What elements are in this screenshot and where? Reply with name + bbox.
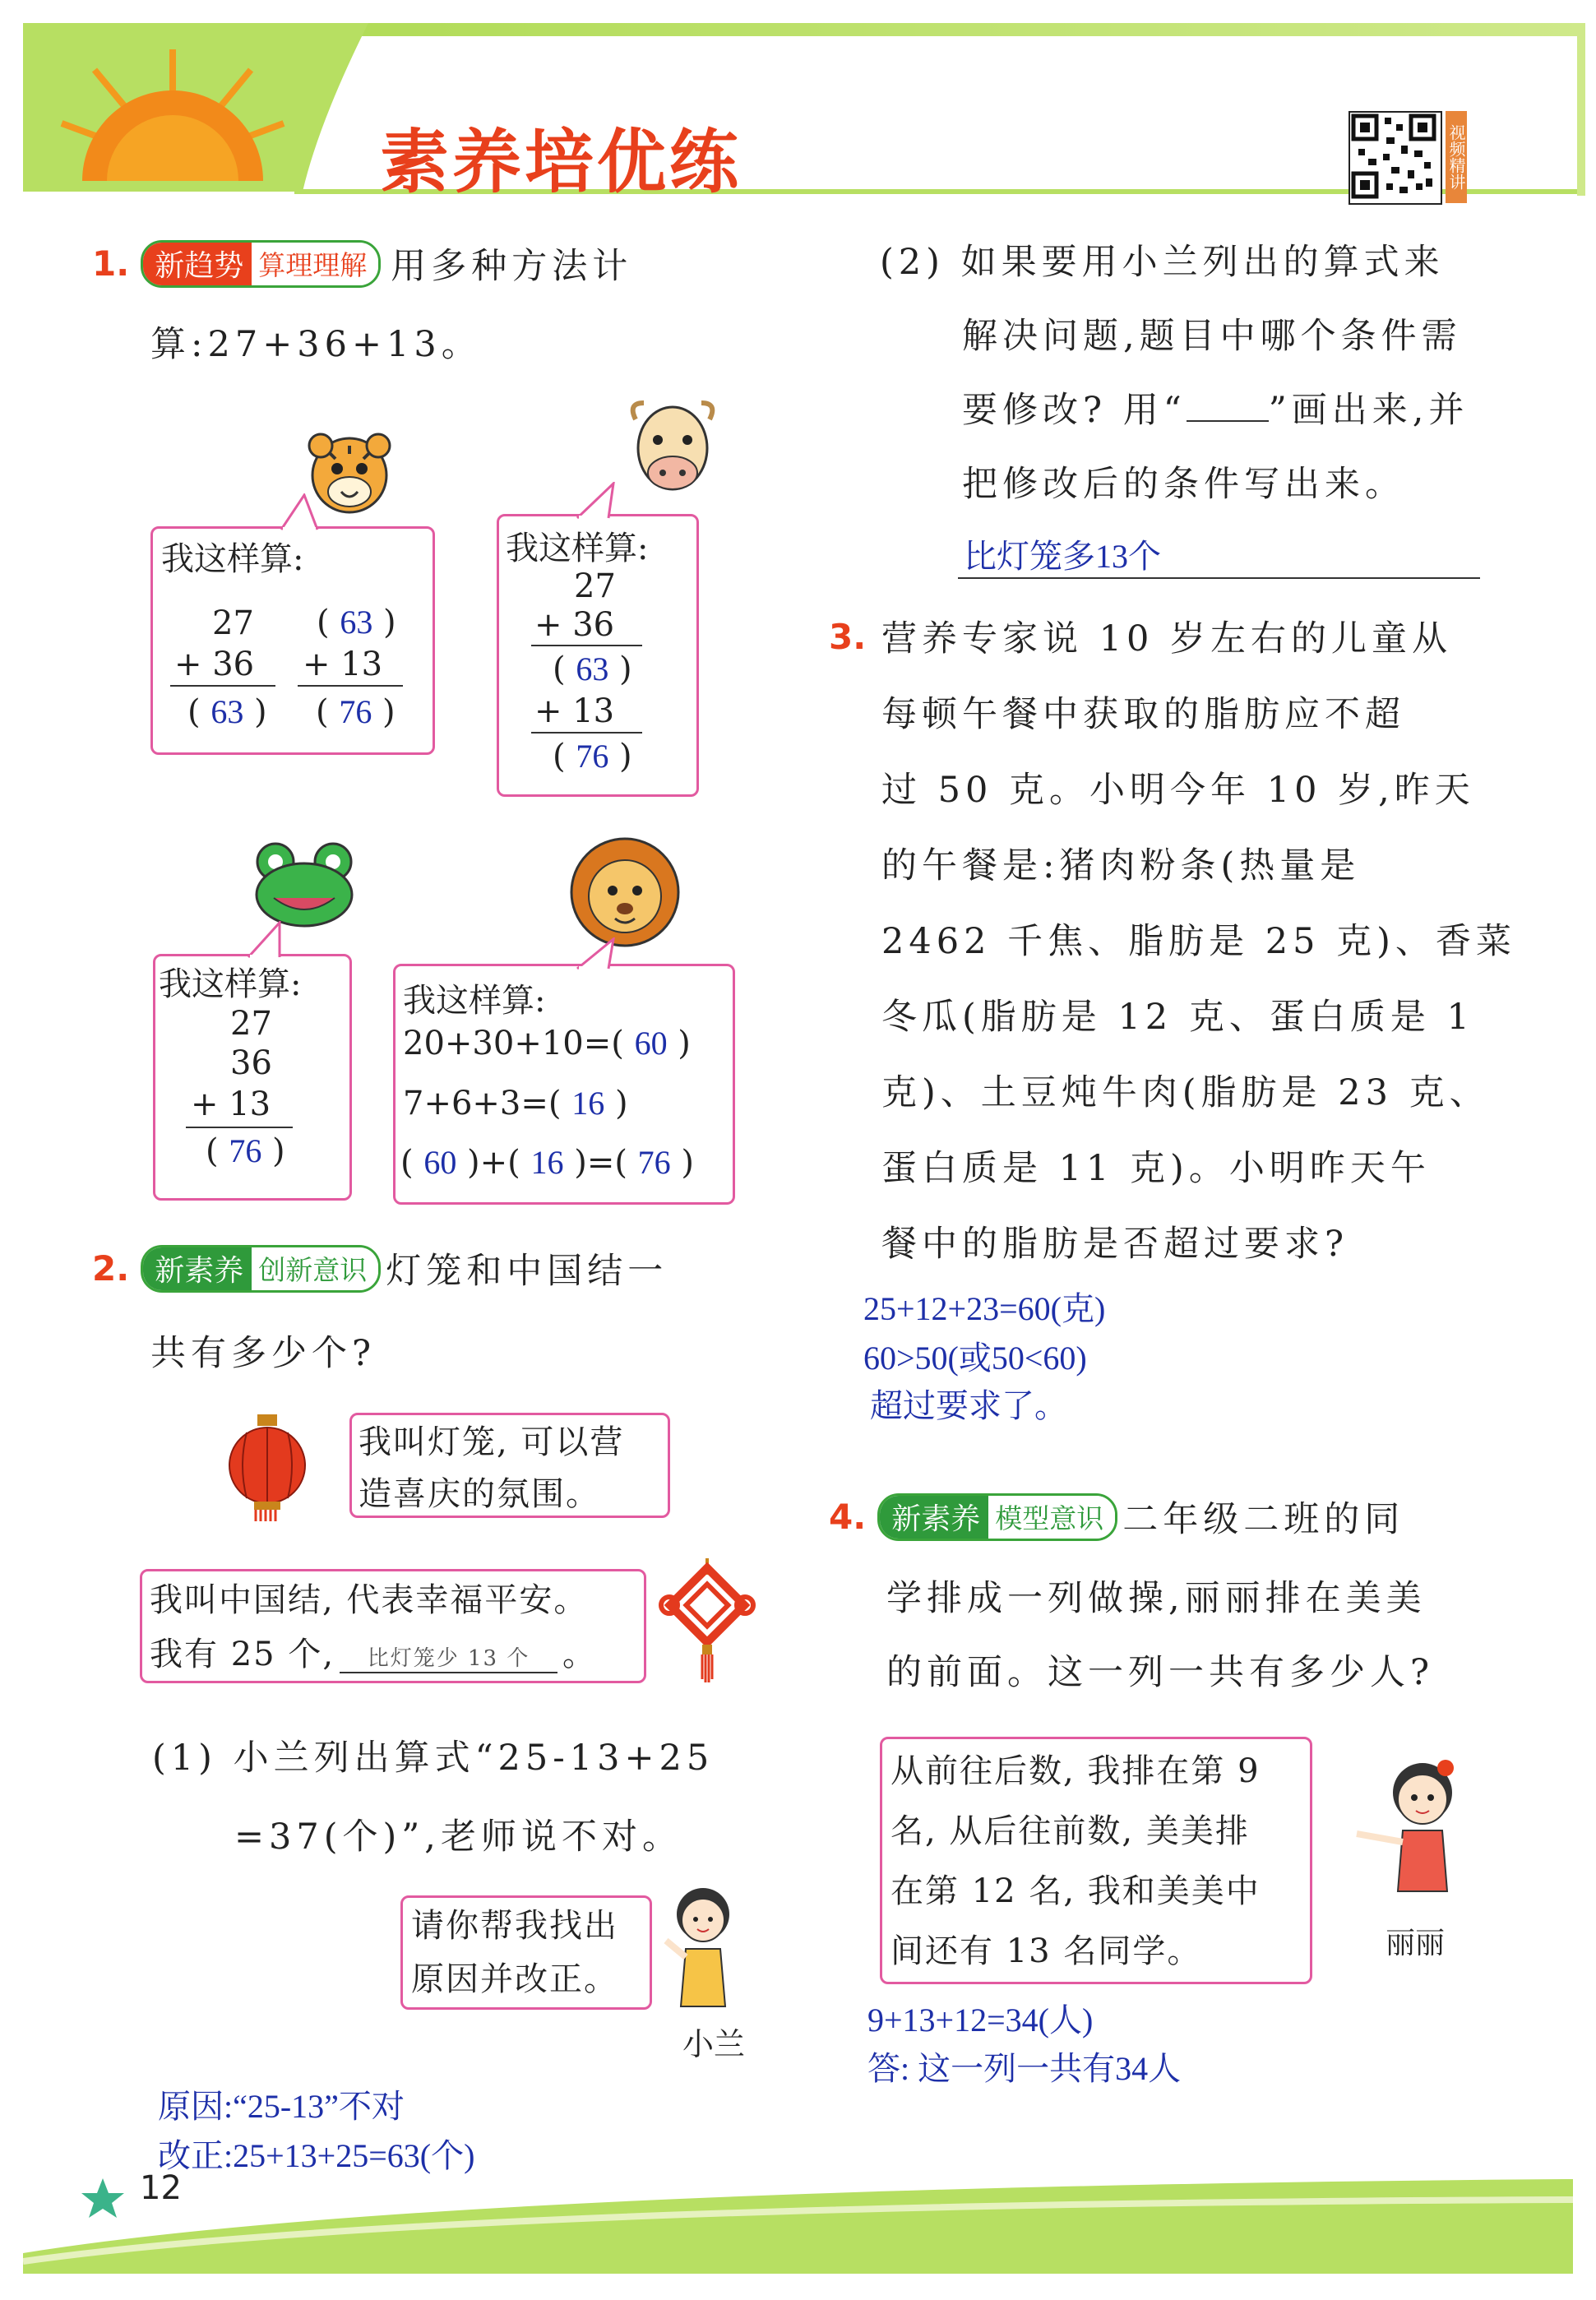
qr-label: 视频精讲 — [1446, 111, 1467, 203]
box-a-p1: ( 63 ) — [317, 604, 396, 641]
q1-header — [92, 238, 632, 289]
speech-tail — [576, 937, 625, 970]
page-number: 12 — [140, 2169, 182, 2207]
q3-number: 3. — [829, 617, 867, 657]
xiaolan-avatar — [658, 1883, 748, 2018]
speech-tail — [247, 921, 296, 959]
q4-answer-2: 答: 这一列一共有34人 — [867, 2050, 1182, 2087]
q4-number: 4. — [829, 1497, 867, 1537]
chinese-knot-icon — [658, 1558, 756, 1693]
q3-line3: 过 50 克。小明今年 10 岁,昨天 — [881, 770, 1475, 811]
box-c-n2: 36 — [230, 1044, 272, 1082]
box-c-label: 我这样算: — [159, 965, 302, 1003]
q1-number: 1. — [92, 243, 130, 284]
q2-number: 2. — [92, 1248, 130, 1289]
qr-code[interactable] — [1349, 111, 1442, 205]
lantern-speech-2: 造喜庆的氛围。 — [359, 1475, 600, 1513]
q4-header — [829, 1492, 1404, 1542]
q1-text-line1: 用多种方法计 — [391, 246, 633, 287]
q3-line6: 冬瓜(脂肪是 12 克、蛋白质是 1 — [881, 997, 1474, 1038]
speech-tail — [576, 482, 625, 520]
lili-speech-3: 在第 12 名, 我和美美中 — [891, 1872, 1261, 1910]
q3-answer-1: 25+12+23=60(克) — [863, 1290, 1106, 1327]
box-a-n3: + 13 — [303, 646, 383, 683]
lili-name: 丽丽 — [1386, 1927, 1446, 1960]
box-a-n1: 27 — [212, 604, 254, 642]
q2-header — [92, 1243, 668, 1293]
box-b-ans2: ( 76 ) — [553, 738, 632, 775]
box-d-label: 我这样算: — [403, 982, 546, 1020]
lili-speech-1: 从前往后数, 我排在第 9 — [891, 1752, 1261, 1790]
knot-speech-1: 我叫中国结, 代表幸福平安。 — [150, 1581, 589, 1619]
q1-tag — [141, 240, 381, 288]
q2-tag-sub: 创新意识 — [252, 1247, 378, 1290]
box-a-line2 — [298, 685, 403, 687]
box-b-label: 我这样算: — [506, 530, 649, 567]
q3-line2: 每顿午餐中获取的脂肪应不超 — [881, 694, 1405, 735]
speech-tail — [280, 493, 329, 531]
box-c-n1: 27 — [230, 1005, 272, 1043]
page-title: 素养培优练 — [380, 122, 742, 202]
q3-line9: 餐中的脂肪是否超过要求? — [881, 1224, 1349, 1265]
box-b-n3: + 13 — [534, 692, 615, 730]
box-b-line — [531, 645, 642, 646]
box-a-ans1: ( 63 ) — [187, 693, 267, 731]
q2-sub1-line1: (1) 小兰列出算式“25-13+25 — [152, 1738, 715, 1779]
knot-speech-2: 我有 25 个, 比灯笼少 13 个 。 — [150, 1636, 598, 1673]
q2-text-line2: 共有多少个? — [150, 1333, 377, 1374]
box-a-line — [170, 685, 275, 687]
q3-line5: 2462 千焦、脂肪是 25 克)、香菜 — [881, 921, 1516, 962]
box-b-n1: 27 — [574, 567, 616, 605]
star-icon — [78, 2175, 127, 2228]
box-a-ans2: ( 76 ) — [316, 693, 396, 731]
q2-sub2-line4: 把修改后的条件写出来。 — [962, 464, 1405, 505]
cow-icon — [623, 395, 722, 505]
q4-tag — [877, 1493, 1117, 1541]
q3-line7: 克)、土豆炖牛肉(脂肪是 23 克、 — [881, 1072, 1490, 1113]
q2-sub2-line3: 要修改? 用“ ”画出来,并 — [962, 390, 1469, 431]
box-d-eq2: 7+6+3=( 16 ) — [403, 1085, 628, 1122]
q2-sub1-line2: =37(个)”,老师说不对。 — [234, 1816, 682, 1858]
q2-tag — [141, 1245, 381, 1293]
q4-answer-1: 9+13+12=34(人) — [867, 2002, 1094, 2039]
q2-text-line1: 灯笼和中国结一 — [386, 1251, 668, 1292]
girl-speech-1: 请你帮我找出 — [411, 1907, 618, 1945]
q2-answer-fix: 改正:25+13+25=63(个) — [158, 2137, 475, 2174]
box-b-line2 — [531, 732, 642, 734]
box-a-n2: + 36 — [174, 646, 255, 683]
q2-sub2-answer-line — [958, 577, 1480, 579]
lili-speech-2: 名, 从后往前数, 美美排 — [891, 1812, 1250, 1850]
box-c-ans: ( 76 ) — [206, 1132, 285, 1170]
q2-sub2-line2: 解决问题,题目中哪个条件需 — [962, 316, 1462, 357]
q1-text-line2: 算:27+36+13。 — [150, 324, 482, 365]
q3-line4: 的午餐是:猪肉粉条(热量是 — [881, 845, 1361, 886]
q2-sub2-answer: 比灯笼多13个 — [964, 538, 1161, 575]
box-b-ans1: ( 63 ) — [553, 650, 632, 688]
lion-icon — [567, 835, 682, 953]
q4-line1: 二年级二班的同 — [1122, 1499, 1405, 1540]
q4-line2: 学排成一列做操,丽丽排在美美 — [886, 1578, 1427, 1619]
q4-tag-main: 新素养 — [880, 1496, 988, 1539]
q3-line8: 蛋白质是 11 克)。小明昨天午 — [881, 1148, 1431, 1189]
box-c-line — [186, 1127, 293, 1128]
box-b-n2: + 36 — [534, 606, 615, 644]
lili-avatar — [1349, 1752, 1480, 1919]
lantern-speech-1: 我叫灯笼, 可以营 — [359, 1423, 625, 1461]
q4-tag-sub: 模型意识 — [988, 1496, 1115, 1539]
box-c-n3: + 13 — [191, 1085, 271, 1123]
footer-band — [23, 2154, 1573, 2274]
box-a-label: 我这样算: — [161, 540, 304, 578]
sun-icon — [49, 41, 296, 192]
q2-answer-reason: 原因:“25-13”不对 — [158, 2088, 405, 2125]
box-d-eq3: ( 60 )+( 16 )=( 76 ) — [400, 1144, 694, 1182]
q1-tag-sub: 算理理解 — [252, 243, 378, 285]
q2-sub2-line1: (2) 如果要用小兰列出的算式来 — [880, 242, 1445, 283]
q3-line1: 营养专家说 10 岁左右的儿童从 — [881, 618, 1453, 659]
lili-speech-4: 间还有 13 名同学。 — [891, 1932, 1202, 1970]
girl-speech-2: 原因并改正。 — [411, 1960, 618, 1998]
q4-line3: 的前面。这一列一共有多少人? — [886, 1652, 1435, 1693]
q3-answer-3: 超过要求了。 — [870, 1387, 1067, 1424]
frog-icon — [251, 839, 358, 932]
box-d-eq1: 20+30+10=( 60 ) — [403, 1025, 691, 1062]
q3-answer-2: 60>50(或50<60) — [863, 1340, 1087, 1377]
q1-tag-main: 新趋势 — [143, 243, 252, 285]
q2-tag-main: 新素养 — [143, 1247, 252, 1290]
xiaolan-name: 小兰 — [682, 2026, 746, 2062]
lantern-icon — [226, 1414, 308, 1525]
knot-hint: 比灯笼少 13 个 — [340, 1641, 557, 1673]
